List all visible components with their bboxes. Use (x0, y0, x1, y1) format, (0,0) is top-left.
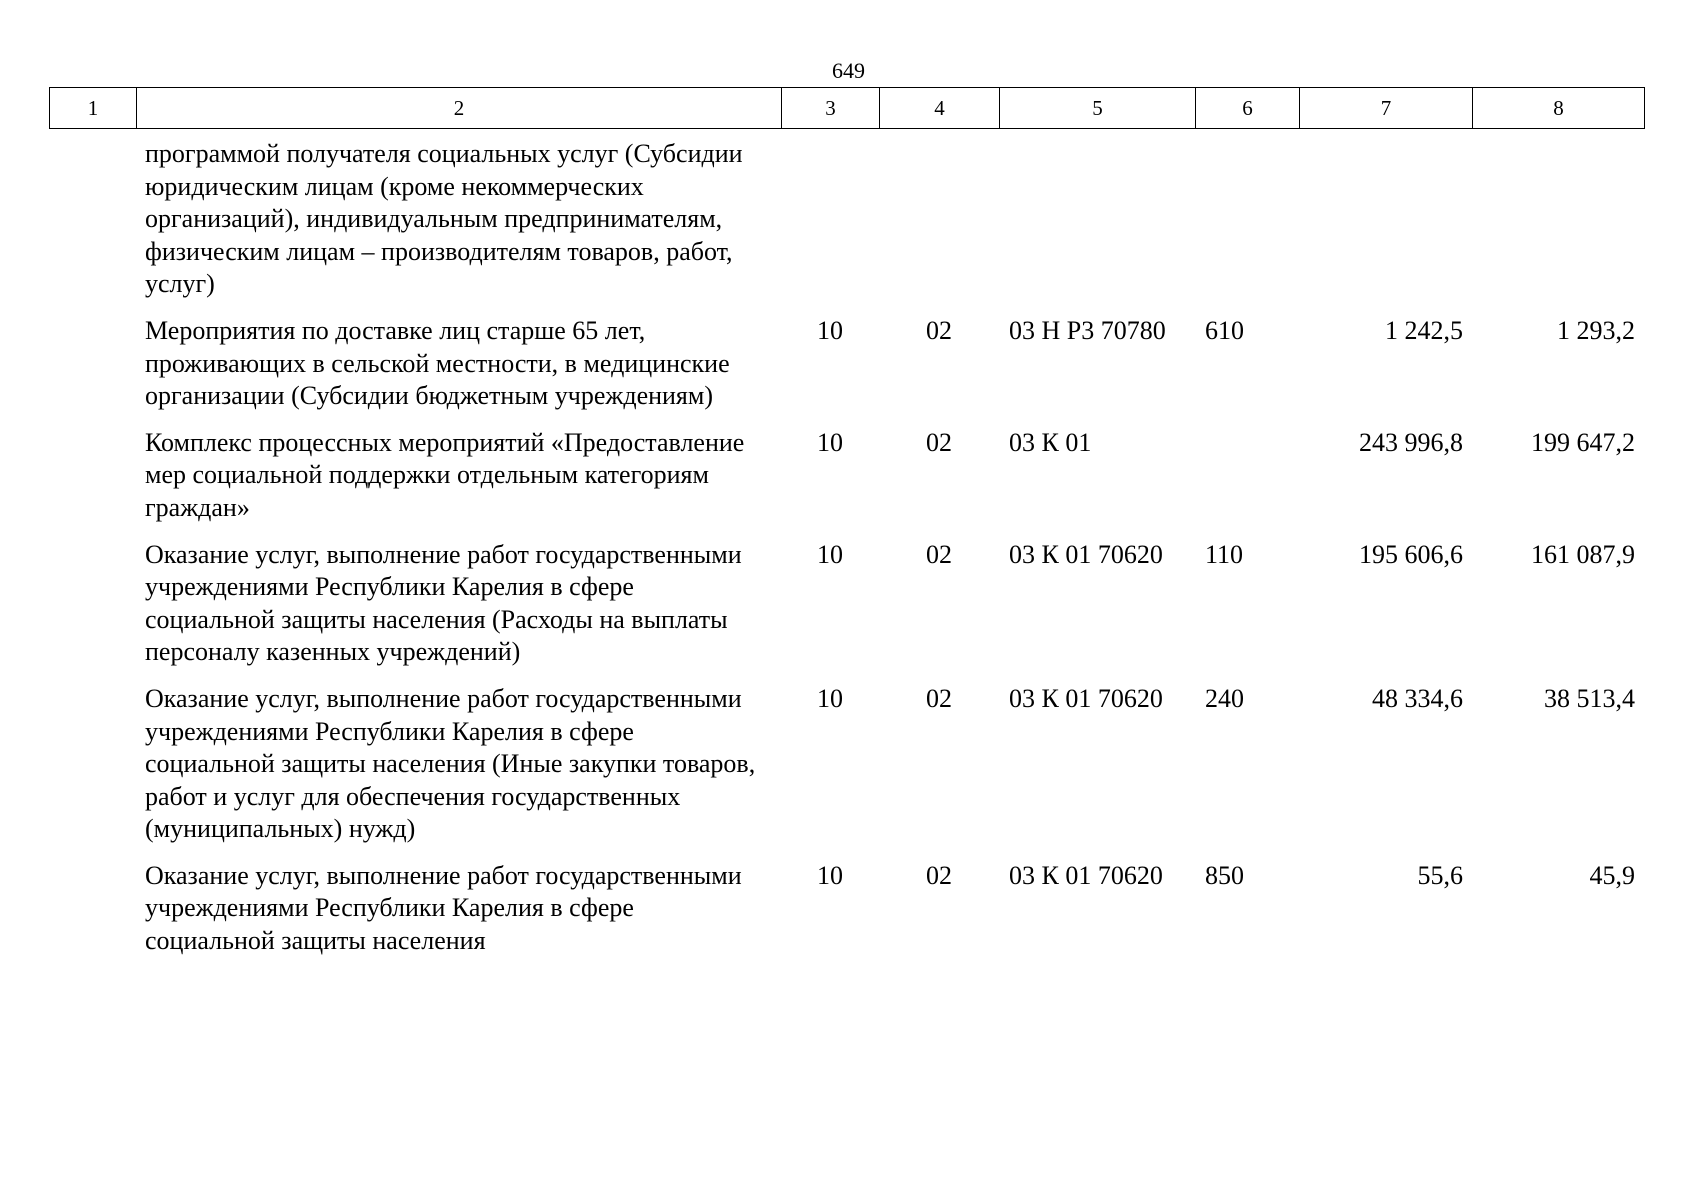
row-target-article: 03 К 01 70620 (1009, 683, 1163, 713)
column-header-3: 3 (782, 88, 880, 129)
table-row (49, 683, 1644, 860)
row-section (781, 138, 879, 315)
row-name: Оказание услуг, выполнение работ государственными учреждениями Республики Карелия в сфере социальной защиты населения (145, 860, 742, 956)
row-amount-col7: 243 996,8 (1359, 427, 1463, 457)
table-row (49, 315, 1644, 427)
table-row (49, 860, 1644, 972)
row-expense-type (1195, 427, 1299, 539)
row-amount-col8 (1472, 138, 1644, 315)
row-name: Мероприятия по доставке лиц старше 65 лет, проживающих в сельской местности, в медицинские организации (Субсидии бюджетным учреждениям) (145, 315, 730, 411)
row-section: 10 (817, 315, 843, 345)
row-expense-type: 850 (1205, 860, 1244, 890)
row-subsection: 02 (926, 539, 952, 569)
column-header-row (50, 88, 1645, 129)
row-amount-col7: 48 334,6 (1372, 683, 1463, 713)
row-amount-col8: 1 293,2 (1557, 315, 1635, 345)
row-target-article: 03 К 01 70620 (1009, 860, 1163, 890)
row-name: Оказание услуг, выполнение работ государственными учреждениями Республики Карелия в сфере социальной защиты населения (Иные закупки товаров, работ и услуг для обеспечения государственных (муниципальных) нужд) (145, 683, 756, 844)
column-header-4: 4 (880, 88, 1000, 129)
row-section: 10 (817, 860, 843, 890)
row-expense-type (1195, 138, 1299, 315)
row-name: Комплекс процессных мероприятий «Предоставление мер социальной поддержки отдельным категориям граждан» (145, 427, 745, 522)
row-target-article: 03 К 01 (1009, 427, 1092, 457)
row-amount-col8: 38 513,4 (1544, 683, 1635, 713)
row-amount-col8: 45,9 (1589, 860, 1635, 890)
column-header-2: 2 (137, 88, 782, 129)
column-header-8: 8 (1473, 88, 1645, 129)
row-expense-type: 110 (1205, 539, 1244, 569)
row-expense-type: 610 (1205, 315, 1244, 345)
column-header-1: 1 (50, 88, 137, 129)
row-amount-col7: 195 606,6 (1359, 539, 1463, 569)
row-target-article: 03 Н Р3 70780 (1009, 315, 1166, 345)
table-row (49, 539, 1644, 683)
budget-table-body (49, 138, 1644, 972)
row-subsection: 02 (926, 860, 952, 890)
column-header-6: 6 (1196, 88, 1300, 129)
row-name: программой получателя социальных услуг (Субсидии юридическим лицам (кроме некоммерческих организаций), индивидуальным предпринимателям, физическим лицам – производителям товаров, работ, услуг) (145, 139, 743, 299)
row-target-article (999, 138, 1195, 315)
row-name: Оказание услуг, выполнение работ государственными учреждениями Республики Карелия в сфере социальной защиты населения (Расходы на выплаты персоналу казенных учреждений) (145, 539, 742, 667)
row-amount-col8: 161 087,9 (1531, 539, 1635, 569)
table-row (49, 427, 1644, 539)
row-expense-type: 240 (1205, 683, 1244, 713)
row-subsection: 02 (926, 315, 952, 345)
row-amount-col7: 55,6 (1417, 860, 1463, 890)
column-header-5: 5 (1000, 88, 1196, 129)
row-section: 10 (817, 539, 843, 569)
row-amount-col7 (1299, 138, 1472, 315)
row-subsection: 02 (926, 427, 952, 457)
table-row (49, 138, 1644, 315)
row-section: 10 (817, 427, 843, 457)
row-subsection (879, 138, 999, 315)
row-subsection: 02 (926, 683, 952, 713)
column-header-table (49, 87, 1645, 129)
row-target-article: 03 К 01 70620 (1009, 539, 1163, 569)
row-amount-col7: 1 242,5 (1385, 315, 1463, 345)
row-amount-col8: 199 647,2 (1531, 427, 1635, 457)
page-number: 649 (832, 58, 865, 83)
column-header-7: 7 (1300, 88, 1473, 129)
row-section: 10 (817, 683, 843, 713)
